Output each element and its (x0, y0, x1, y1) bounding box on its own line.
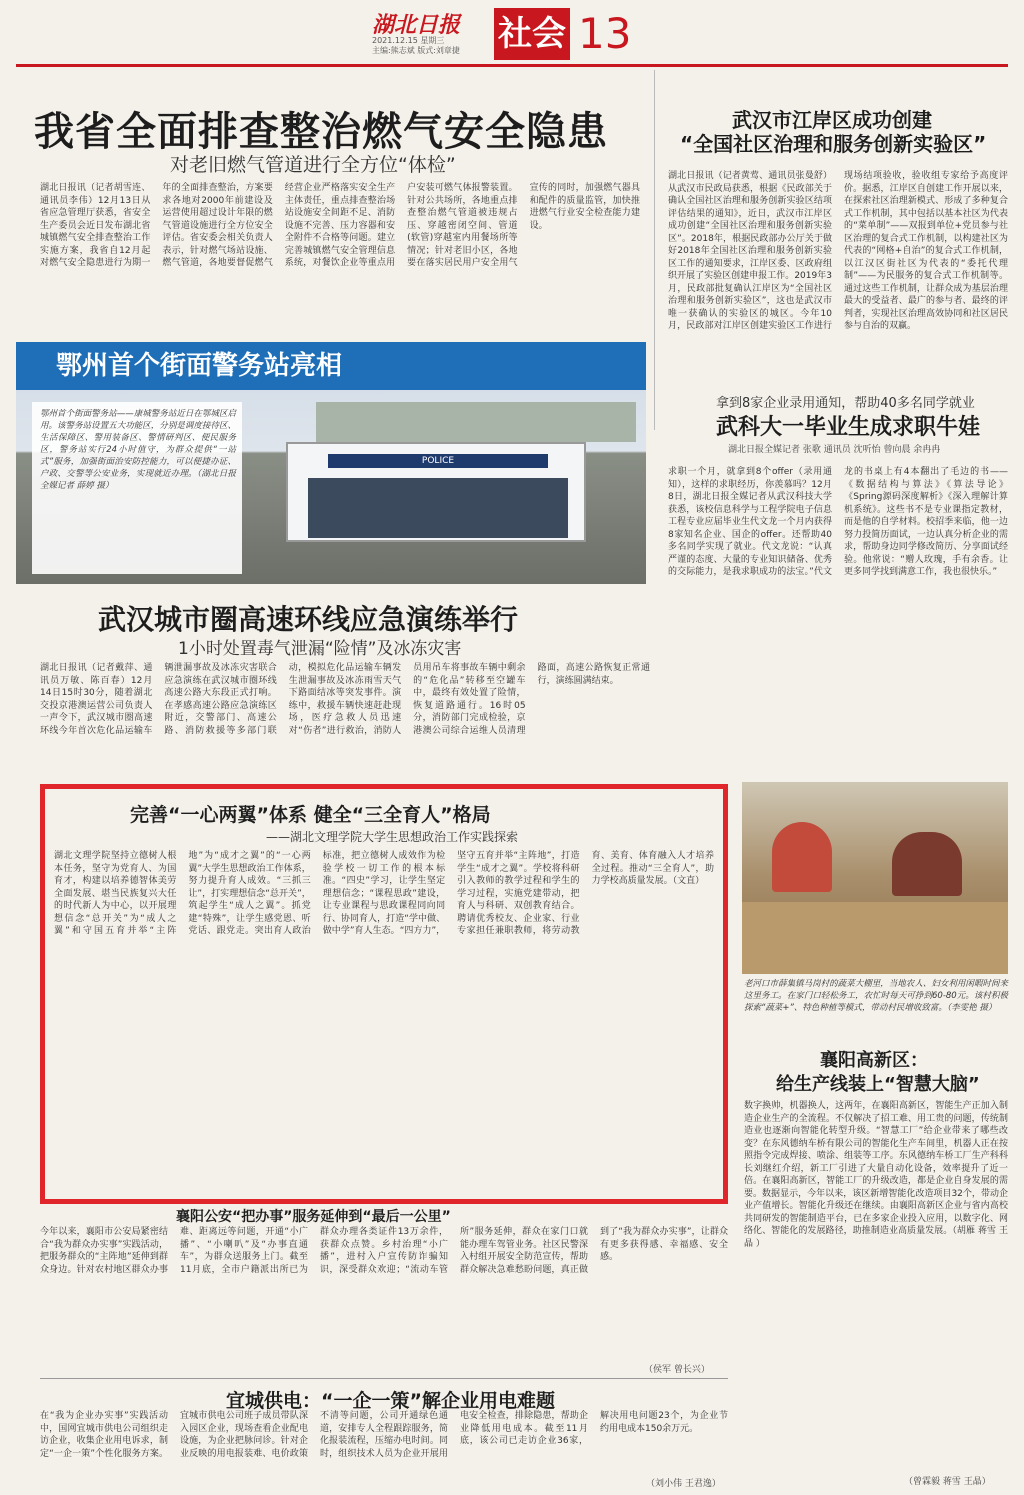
story6-byline: （曾霖毅 蒋雪 王晶） (904, 1477, 991, 1487)
story4-body: 湖北日报讯（记者戴萍、通讯员万敏、陈百春）12月14日15时30分，随着湖北交投京港澳运营公司负责人一声令下，武汉城市圈高速环线今年首次危化品运输车辆泄漏事故及冰冻灾害联合应急演练在武汉城市圈环线高速公路大东段正式打响。在孝感高速公路应急演练区附近，交警部门、高速公路、消防救援等多部门联动，模拟危化品运输车辆发生泄漏事故及冰冻雨雪天气下路面结冰等突发事件。演练中，救援车辆快速赶赴现场，医疗急救人员迅速对“伤者”进行救治，消防人员用吊车将事故车辆中剩余的“危化品”转移至空罐车中，最终有效处置了险情，恢复道路通行。16时05分，消防部门完成检验，京港澳公司综合运维人员清理路面，高速公路恢复正常通行，演练圆满结束。 (40, 663, 650, 736)
newspaper-logo: 湖北日报 (372, 12, 461, 38)
story5-body: 湖北文理学院坚持立德树人根本任务，坚守为党育人、为国育才，构建以培养德智体美劳全面发展、堪当民族复兴大任的时代新人为中心，以开展理想信念“总开关”为“成人之翼”和守国五育并举“主阵地”为“成才之翼”的“一心两翼”大学生思想政治工作体系，努力提升育人成效。“三抓三让”，打实理想信念“总开关”，筑起学生“成人之翼”。抓党建“特殊”，让学生感党恩、听党话、跟党走。突出育人政治标准，把立德树人成效作为检验学校一切工作的根本标准。“四史”学习，让学生坚定理想信念；“课程思政”建设，让专业课程与思政课程同向同行、协同育人，打造“学中做、做中学”育人生态。“四方力”，坚守五育并举“主阵地”，打造学生“成才之翼”。学校将科研引入教师的教学过程和学生的学习过程，实施党建带动，把育人与科研、双创教育结合。聘请优秀校友、企业家、行业专家担任兼职教师，将劳动教育、美育、体育融入人才培养全过程。推动“三全育人”，助力学校高质量发展。（文直） (54, 851, 714, 936)
worker-figure-1 (772, 822, 832, 892)
story1-subtitle: 对老旧燃气管道进行全方位“体检” (170, 154, 456, 176)
police-sign: POLICE (328, 454, 548, 468)
story7-byline: （侯军 曾长兴） (644, 1365, 710, 1375)
story3-title: 武科大一毕业生成求职牛娃 (716, 415, 981, 440)
story2-body: 湖北日报讯（记者黄莺、通讯员张曼舒）从武汉市民政局获悉，根据《民政部关于确认全国社区治理和服务创新实验区结项评估结果的通知》，近日，武汉市江岸区成功创建“全国社区治理和服务创新实验区”。2018年，根据民政部办公厅关于做好2018年全国社区治理和服务创新实验区工作的通知要求，江岸区委、区政府组织开展了实验区创建申报工作。2019年3月，民政部批复确认江岸区为“全国社区治理和服务创新实验区”，这也是武汉市唯一获确认的实验区的城区。今年10月，民政部对江岸区创建实验区工作进行现场结项验收，验收组专家给予高度评价。据悉，江岸区自创建工作开展以来，在探索社区治理新模式、形成了多种复合式工作机制，其中包括以基本社区为代表的“菜单制”——双报到单位+党员参与社区治理的复合式工作机制，以构建社区为代表的“网格+自治”的复合式工作机制，以江汉区街社区为代表的“委托代理制”——为民服务的复合式工作机制等。通过这些工作机制，让群众成为基层治理最大的受益者、最广的参与者、最终的评判者，实现社区治理高效协同和社区居民参与自治的双赢。 (668, 171, 1008, 331)
story6-body: 数字换帅，机器换人，这两年，在襄阳高新区，智能生产正加入制造企业生产的全流程。不仅解决了招工难、用工贵的问题，传统制造业也逐渐向智能化转型升级。“智慧工厂”给企业带来了哪些改变？在东风德纳车桥有限公司的智能化生产车间里，机器人正在按照指令完成焊接、喷涂、组装等工序。东风德纳车桥工厂生产科科长刘继红介绍，新工厂引进了大量自动化设备，效率提升了近一倍。在襄阳高新区，智能工厂的升级改造，都是企业自身发展的需要。数据显示，今年以来，该区新增智能化改造项目32个，带动企业产值增长。智能化升级还在继续。由襄阳高新区企业与省内高校共同研发的智能制造平台，已在多家企业投入应用，以数字化、网络化、智能化的发展路径，助推制造业高质量发展。（胡雁 蒋雪 王晶 ） (744, 1101, 1008, 1249)
story6-title: 襄阳高新区： (820, 1050, 928, 1071)
kiosk-window (308, 478, 568, 538)
produce-pile (742, 902, 1008, 974)
story3-kicker: 拿到8家企业录用通知，帮助40多名同学就业 (716, 396, 975, 411)
story1-title: 我省全面排查整治燃气安全隐患 (34, 109, 608, 155)
story8-body: 在“我为企业办实事”实践活动中，国网宜城市供电公司组织走访企业，收集企业用电诉求，制定“一企一策”个性化服务方案。宜城市供电公司班子成员带队深入园区企业，现场查看企业配电设施，为企业把脉问诊。针对企业反映的用电报装难、电价政策不清等问题，公司开通绿色通道，安排专人全程跟踪服务，简化报装流程，压缩办电时间。同时，组织技术人员为企业开展用电安全检查，排除隐患，帮助企业降低用电成本。截至11月底，该公司已走访企业36家，解决用电问题23个，为企业节约用电成本150余万元。 (40, 1411, 728, 1459)
section-label: 社会 (494, 8, 570, 60)
story1-body: 湖北日报讯（记者胡雪连、通讯员李伟）12月13日从省应急管理厅获悉，省安全生产委员会近日发布湖北省城镇燃气安全排查整治工作实施方案，我省自12月起对燃气安全隐患进行为期一年的全面排查整治，方案要求各地对2000年前建设及运营使用超过设计年限的燃气管道设施进行全方位安全评估。省安委会相关负责人表示，针对燃气场站设施、燃气管道，各地要督促燃气经营企业严格落实安全生产主体责任，重点排查整治场站设施安全间距不足、消防设施不完善、压力容器和安全附件不合格等问题。建立完善城镇燃气安全管理信息系统，对餐饮企业等重点用户安装可燃气体报警装置。针对公共场所，各地重点排查整治燃气管道被违规占压、穿越密闭空间、管道(软管)穿越室内用餐场所等情况；针对老旧小区，各地要在落实居民用户安全用气宣传的同时，加强燃气器具和配件的质量监管，加快推进燃气行业安全检查能力建设。 (40, 183, 640, 268)
story8-top-rule (40, 1378, 728, 1379)
story5-subtitle: ——湖北文理学院大学生思想政治工作实践探索 (266, 830, 519, 844)
background-trees (316, 402, 636, 442)
date-text: 2021.12.15 星期三 (372, 36, 445, 45)
worker-figure-2 (892, 832, 962, 896)
story5-title: 完善“一心两翼”体系 健全“三全育人”格局 (130, 804, 491, 826)
story6-title2: 给生产线装上“智慧大脑” (776, 1074, 980, 1095)
story3-byline: 湖北日报全媒记者 张歌 通讯员 沈听怡 曾向晨 余冉冉 (728, 445, 941, 455)
photo1-caption: 鄂州首个街面警务站——康城警务站近日在鄂城区启用。该警务站设置五大功能区，分别是调度接待区、生活保障区、警用装备区、警情研判区、便民服务区，警务站实行24小时值守，为群众提供“一站式”服务，加强街面治安防控能力，可以便捷办证、户政、交警等公安业务，实现就近办理。（湖北日报全媒记者 薛婷 摄） (40, 409, 236, 491)
page-number: 13 (578, 9, 632, 58)
photo2-caption: 老河口市薛集镇马岗村的蔬菜大棚里，当地农人、妇女利用闲暇时间来这里务工。在家门口轻松务工，农忙时每天可挣到60-80元。该村积极探索“蔬菜+”、特色种植等模式，带动村民增收致富。（李雯艳 摄） (744, 979, 1008, 1013)
header-rule (16, 64, 1008, 67)
column-divider (654, 70, 655, 430)
story2-title2: “全国社区治理和服务创新实验区” (680, 132, 987, 156)
story3-body: 求职一个月，就拿到8个offer（录用通知），这样的求职经历，你羡慕吗？12月8日，湖北日报全媒记者从武汉科技大学获悉，该校信息科学与工程学院电子信息工程专业应届毕业生代文龙一个月内获得8家知名企业、国企的offer。还帮助40多名同学实现了就业。代文龙说：“认真严谨的态度、大量的专业知识储备、优秀的交际能力，是我求职成功的法宝。”代文龙的书桌上有4本翻出了毛边的书——《数据结构与算法》《算法导论》《Spring源码深度解析》《深入理解计算机系统》。这些书不是专业课指定教材，而是他的自学材料。校招季来临，他一边努力投简历面试，一边认真分析企业的需求，帮助身边同学修改简历、分享面试经验。他常说：“赠人玫瑰，手有余香。让更多同学找到满意工作，我也很快乐。” (668, 467, 1008, 577)
police-kiosk (286, 442, 586, 542)
photo-banner-title: 鄂州首个街面警务站亮相 (56, 351, 343, 381)
story8-title: 宜城供电：“一企一策”解企业用电难题 (226, 1390, 555, 1412)
story4-subtitle: 1小时处置毒气泄漏“险情”及冰冻灾害 (178, 639, 462, 659)
editors-text: 主编:熊志斌 版式:刘章捷 (372, 46, 460, 55)
story7-body: 今年以来，襄阳市公安局紧密结合“我为群众办实事”实践活动，把服务群众的“主阵地”延伸到群众身边。针对农村地区群众办事难、距离远等问题，开通“小广播”、“小喇叭”及“办事直通车”，为群众送服务上门。截至11月底，全市户籍派出所已为群众办理各类证件13万余件，获群众点赞。乡村治理“小广播”，进村入户宣传防诈骗知识，深受群众欢迎；“流动车管所”服务延伸，群众在家门口就能办理车驾管业务。社区民警深入村组开展安全防范宣传，帮助群众解决急难愁盼问题，真正做到了“我为群众办实事”，让群众有更多获得感、幸福感、安全感。 (40, 1227, 728, 1275)
story8-byline: （刘小伟 王君逸） (646, 1479, 721, 1489)
story4-title: 武汉城市圈高速环线应急演练举行 (98, 603, 519, 636)
police-station-photo (16, 342, 646, 584)
story2-title: 武汉市江岸区成功创建 (732, 108, 932, 132)
vegetable-greenhouse-photo (742, 782, 1008, 974)
issue-date (372, 36, 460, 56)
story7-title: 襄阳公安“把办事”服务延伸到“最后一公里” (176, 1209, 451, 1225)
